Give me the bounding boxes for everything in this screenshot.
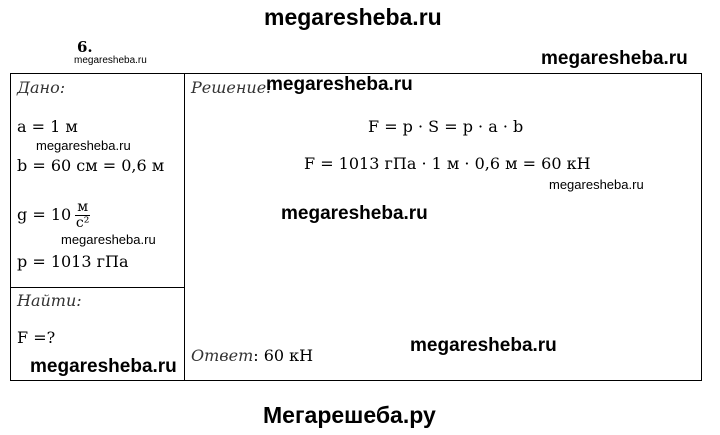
watermark-top-right: megaresheba.ru [541,48,688,69]
given-g-unit [75,200,90,231]
problem-number: 6. [77,38,93,56]
watermark-center: megaresheba.ru [281,203,428,224]
answer [191,346,313,365]
watermark-right-small: megaresheba.ru [549,177,644,192]
answer-label: Ответ [191,346,254,365]
solution-calc: F = 1013 гПа · 1 м · 0,6 м = 60 кН [304,154,591,173]
given-g [17,200,90,231]
watermark-left-bottom: megaresheba.ru [30,356,177,377]
given-a: a = 1 м [17,117,78,136]
given-g-unit-num: м [77,199,89,215]
find-value: F =? [17,328,56,347]
watermark-left-1: megaresheba.ru [36,138,131,153]
answer-value: : 60 кН [253,346,314,365]
find-header: Найти: [17,291,82,310]
given-header: Дано: [17,78,66,97]
given-find-divider [11,287,185,288]
watermark-small: megaresheba.ru [74,55,147,66]
solution-header: Решение: [191,78,272,97]
watermark-left-2: megaresheba.ru [61,232,156,247]
solution-formula: F = p · S = p · a · b [368,117,524,136]
given-g-unit-den: с² [75,215,90,231]
given-p: p = 1013 гПа [17,252,129,271]
footer-watermark: Мегарешеба.ру [263,402,436,428]
problem-table [10,73,702,381]
watermark-top: megaresheba.ru [264,4,442,30]
watermark-right-bottom: megaresheba.ru [410,335,557,356]
given-b: b = 60 см = 0,6 м [17,156,165,175]
given-g-value: g = 10 [17,205,72,224]
watermark-solution: megaresheba.ru [266,74,413,95]
